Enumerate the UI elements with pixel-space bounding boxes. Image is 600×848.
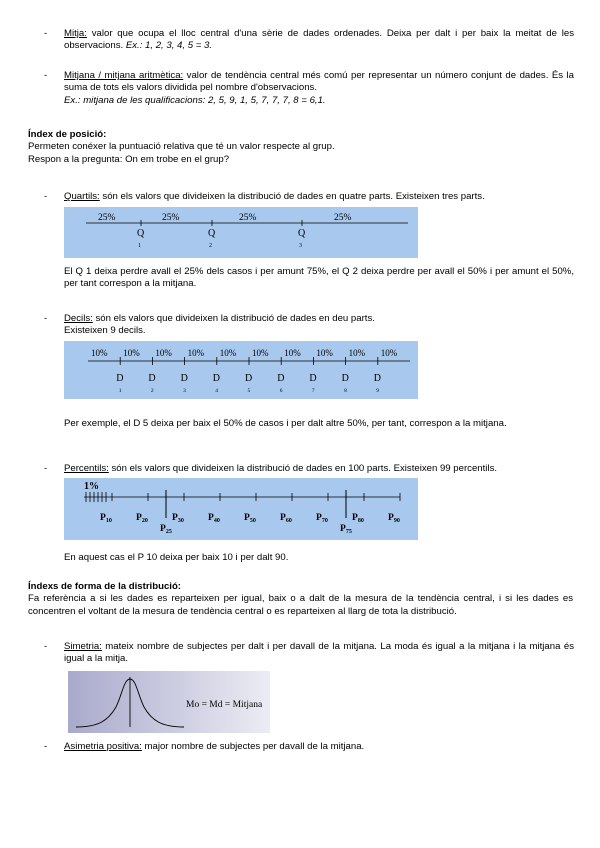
mitja-text: valor que ocupa el lloc central d'una sèrie de dades ordenades. Deixa per dalt i per baix la meitat de les observacions.	[64, 28, 574, 52]
asimetria-text: major nombre de subjectes per davall de la mitjana.	[141, 741, 365, 752]
percent-label: 10%	[252, 348, 269, 358]
percentile-label	[172, 513, 184, 524]
percent-label: 10%	[155, 348, 172, 358]
percentile-index: 10	[105, 518, 112, 524]
bullet-dash: -	[44, 463, 48, 474]
percentile-index: 80	[357, 518, 364, 524]
percentile-label	[208, 513, 220, 524]
forma-text: Fa referència a si les dades es reparteixen per igual, baix o a dalt de la mesura de la tendència central, i si les dades es concentren el voltant de la mesura de tendència central o es reparteixen al llarg de tota la distribució.	[28, 593, 573, 617]
posicio-line-1: Permeten conéxer la puntuació relativa que té un valor respecte al grup.	[28, 141, 335, 153]
decile-index: 8	[344, 388, 347, 394]
percentile-letter: P	[316, 513, 322, 523]
decile-index: 3	[183, 388, 186, 394]
decile-index: 7	[311, 388, 315, 394]
percent-label: 1%	[84, 481, 99, 492]
term-mitja: Mitja:	[64, 28, 87, 39]
quartile-index: 3	[299, 243, 302, 249]
decils-paragraph	[64, 313, 574, 338]
percentile-label	[388, 513, 400, 524]
percentils-figure	[64, 478, 418, 540]
decile-index: 5	[247, 388, 251, 394]
section-forma	[28, 581, 573, 618]
quartile-letter: Q	[208, 228, 216, 239]
percentile-letter: P	[100, 513, 106, 523]
percent-label: 10%	[284, 348, 301, 358]
quartils-text: són els valors que divideixen la distribució de dades en quatre parts. Existeixen tres parts.	[99, 191, 485, 202]
percentile-index: 60	[285, 518, 292, 524]
normal-curve-diagram	[68, 671, 270, 733]
percentile-label	[340, 524, 352, 535]
quartils-diagram	[64, 207, 418, 258]
asimetria-paragraph	[64, 741, 574, 753]
term-mitjana: Mitjana / mitjana aritmètica:	[64, 70, 184, 81]
percentile-letter: P	[280, 513, 286, 523]
simetria-text: mateix nombre de subjectes per dalt i per davall de la mitjana. La moda és igual a la mitjana i la mitjana és igual a la mitja.	[64, 641, 574, 665]
quartile-index: 2	[209, 243, 212, 249]
quartils-figure	[64, 207, 418, 258]
bullet-dash: -	[44, 28, 48, 39]
decile-index: 6	[279, 388, 283, 394]
percentile-index: 50	[249, 518, 256, 524]
term-asimetria: Asimetria positiva:	[64, 741, 142, 752]
decile-letter: D	[212, 373, 221, 384]
percentile-label	[352, 513, 364, 524]
simetria-paragraph	[64, 641, 574, 666]
percentile-letter: P	[244, 513, 250, 523]
percent-label: 10%	[187, 348, 205, 358]
decils-explanation: Per exemple, el D 5 deixa per baix el 50% de casos i per dalt altre 50%, per tant, correspon a la mitjana.	[64, 418, 507, 429]
quartile-index: 1	[138, 243, 141, 249]
quartile-letter: Q	[298, 228, 306, 239]
symmetry-label: Mo = Md = Mitjana	[186, 700, 263, 710]
decile-letter: D	[245, 373, 253, 384]
percent-label: 10%	[123, 348, 140, 358]
decils-figure	[64, 341, 418, 399]
decile-letter: D	[373, 373, 382, 384]
decile-index: 9	[376, 388, 380, 394]
percent-label: 25%	[98, 213, 116, 223]
bullet-dash: -	[44, 641, 48, 652]
decile-index: 1	[118, 388, 122, 394]
decile-letter: D	[277, 373, 285, 384]
term-decils: Decils:	[64, 313, 93, 324]
percentile-label	[160, 524, 172, 535]
mitjana-example: Ex.: mitjana de les qualificacions: 2, 5, 9, 1, 5, 7, 7, 7, 8 = 6,1.	[64, 94, 326, 106]
percentile-letter: P	[160, 524, 166, 534]
percentile-label	[136, 513, 148, 524]
percentile-letter: P	[352, 513, 358, 523]
decile-letter: D	[180, 373, 188, 384]
percent-label: 25%	[162, 213, 180, 223]
decile-letter: D	[341, 373, 349, 384]
bullet-dash: -	[44, 313, 48, 324]
percent-label: 10%	[219, 348, 237, 358]
percent-label: 25%	[334, 213, 352, 223]
mitjana-text: valor de tendència central més comú per representar un número conjunt de dades. És la suma de tots els valors dividida pel nombre d'observacions.	[64, 70, 574, 94]
term-simetria: Simetria:	[64, 641, 102, 652]
percentils-explanation: En aquest cas el P 10 deixa per baix 10 i per dalt 90.	[64, 552, 289, 563]
percent-label: 10%	[91, 348, 108, 358]
percent-label: 10%	[348, 348, 366, 358]
percentile-letter: P	[208, 513, 214, 523]
percent-label: 10%	[316, 348, 333, 358]
percentile-label	[244, 513, 256, 524]
percentile-index: 20	[141, 518, 148, 524]
quartils-paragraph	[64, 191, 574, 203]
percentile-label	[100, 513, 112, 524]
section-posicio	[28, 129, 573, 166]
percentile-letter: P	[388, 513, 394, 523]
percentile-letter: P	[172, 513, 178, 523]
decils-text: són els valors que divideixen la distribució de dades en deu parts.	[92, 313, 375, 324]
mitjana-paragraph	[64, 70, 574, 107]
decile-letter: D	[148, 373, 156, 384]
percentils-diagram	[64, 478, 418, 540]
percentils-text: són els valors que divideixen la distribució de dades en 100 parts. Existeixen 99 percentils.	[108, 463, 498, 474]
percentils-paragraph	[64, 463, 574, 475]
percentile-label	[316, 513, 328, 524]
percentile-index: 70	[321, 518, 328, 524]
percentile-index: 30	[177, 518, 184, 524]
simetria-figure	[68, 671, 270, 733]
term-quartils: Quartils:	[64, 191, 100, 202]
percent-label: 25%	[239, 213, 257, 223]
percentile-index: 75	[345, 529, 352, 535]
decile-index: 4	[215, 388, 219, 394]
percentile-letter: P	[340, 524, 346, 534]
percentile-label	[280, 513, 292, 524]
decile-letter: D	[116, 373, 124, 384]
bullet-dash: -	[44, 191, 48, 202]
quartile-letter: Q	[137, 228, 145, 239]
decils-line-2: Existeixen 9 decils.	[64, 325, 146, 337]
percentile-index: 40	[213, 518, 220, 524]
heading-posicio: Índex de posició:	[28, 129, 107, 140]
term-percentils: Percentils:	[64, 463, 109, 474]
percent-label: 10%	[380, 348, 398, 358]
bullet-dash: -	[44, 741, 48, 752]
bullet-dash: -	[44, 70, 48, 81]
percentile-index: 90	[393, 518, 400, 524]
decile-index: 2	[150, 388, 154, 394]
mitja-example: Ex.: 1, 2, 3, 4, 5 = 3.	[125, 40, 212, 52]
quartils-explanation: El Q 1 deixa perdre avall el 25% dels casos i per amunt 75%, el Q 2 deixa perdre per avall el 50% i per amunt el 50%, per tant correspon a la mitjana.	[64, 266, 574, 290]
decile-letter: D	[309, 373, 317, 384]
percentile-index: 25	[165, 529, 172, 535]
posicio-line-2: Respon a la pregunta: On em trobe en el grup?	[28, 153, 230, 165]
mitja-paragraph	[64, 28, 574, 53]
decils-diagram	[64, 341, 418, 399]
heading-forma: Índexs de forma de la distribució:	[28, 581, 181, 592]
percentile-letter: P	[136, 513, 142, 523]
